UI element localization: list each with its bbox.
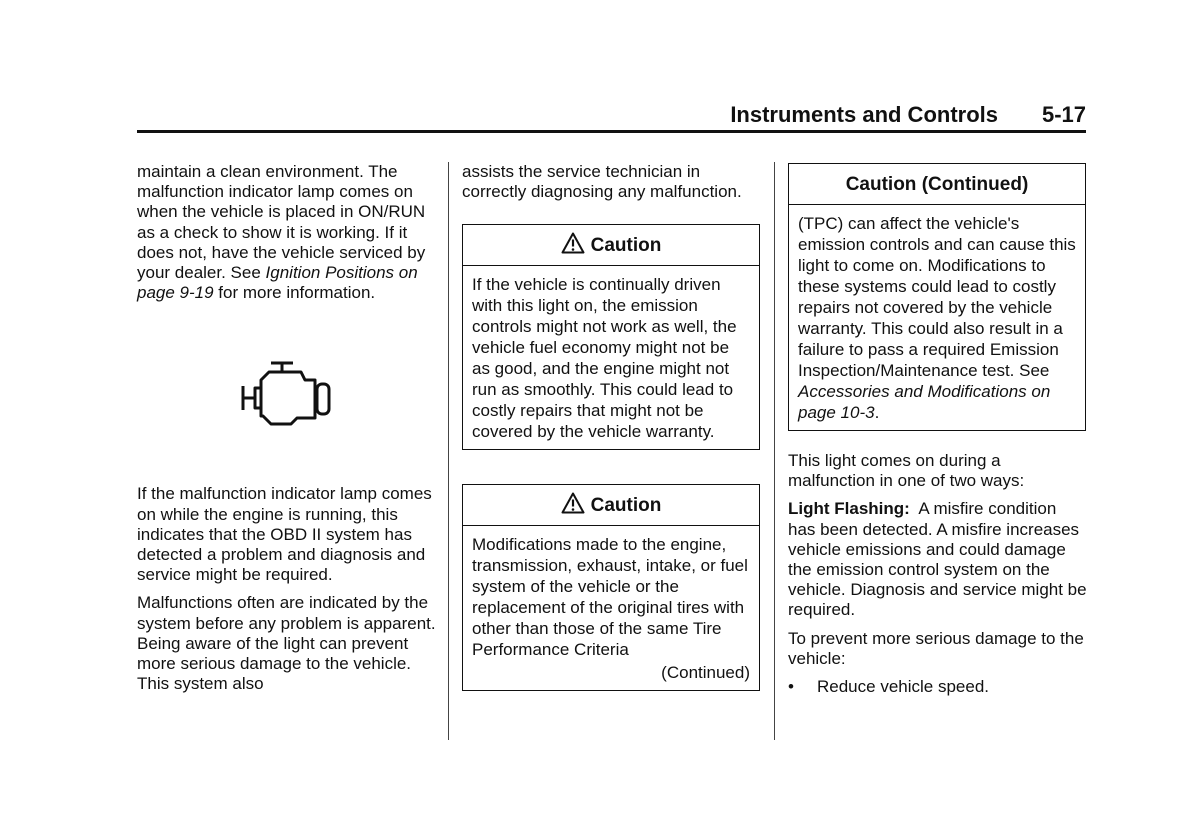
paragraph: To prevent more serious damage to the vehicle:: [788, 628, 1084, 668]
warning-triangle-icon: [561, 232, 585, 254]
caution-header: Caution (Continued): [789, 164, 1085, 205]
caution-text: Modifications made to the engine, transmission, exhaust, intake, or fuel system of the vehicle or the replacement of the original tires with other than those of the same Tire Performance Criteria: [472, 535, 748, 660]
list-item: [788, 677, 1088, 697]
caution-header: [463, 225, 759, 266]
page-number: 5-17: [1041, 102, 1086, 127]
cross-reference: Accessories and Modifications on page 10-3: [798, 382, 1051, 422]
caution-box: [462, 484, 760, 691]
paragraph: If the malfunction indicator lamp comes on while the engine is running, this indicates that the OBD II system has detected a problem and diagnosis and service might be required.: [137, 484, 432, 585]
column-divider: [448, 162, 449, 740]
warning-triangle-icon: [561, 492, 585, 514]
section-title: Instruments and Controls: [730, 102, 998, 127]
caution-text: If the vehicle is continually driven with this light on, the emission controls might not work as well, the vehicle fuel economy might not be as good, and the engine might not run as smoothly. This could lead to costly repairs that might not be covered by the vehicle warranty.: [472, 275, 737, 442]
column-2: [462, 162, 762, 691]
check-engine-icon: [137, 358, 437, 428]
caution-continued-box: [788, 163, 1086, 431]
page-header: [137, 100, 1086, 133]
column-divider: [774, 162, 775, 740]
paragraph: maintain a clean environment. The malfunction indicator lamp comes on when the vehicle is placed in ON/RUN as a check to show it is working. If it does not, have the vehicle serviced by your dealer. See Ignition Positions on page 9-19 for more information.: [137, 162, 426, 303]
caution-header: [463, 485, 759, 526]
column-1: [137, 162, 437, 702]
caution-title: Caution: [590, 495, 662, 517]
paragraph: Malfunctions often are indicated by the system before any problem is apparent. Being aware of the light can prevent more serious damage to the vehicle. This system also: [137, 593, 436, 694]
list-item-text: Reduce vehicle speed.: [817, 677, 990, 697]
continued-label: (Continued): [661, 663, 750, 683]
paragraph: assists the service technician in correctly diagnosing any malfunction.: [462, 162, 742, 202]
bullet-mark: •: [788, 677, 794, 697]
column-3: [788, 163, 1092, 697]
paragraph: This light comes on during a malfunction in one of two ways:: [788, 451, 1025, 491]
caution-title: Caution: [590, 235, 662, 257]
paragraph: Light Flashing: A misfire condition has been detected. A misfire increases vehicle emissions and could damage the emission control system on the vehicle. Diagnosis and service might be required.: [788, 499, 1092, 620]
term-label: Light Flashing:: [788, 499, 910, 519]
cross-reference: Ignition Positions on page 9-19: [137, 263, 418, 303]
caution-text: (TPC) can affect the vehicle's emission controls and can cause this light to come on. Modifications to these systems could lead to costly repairs not covered by the vehicle warranty. This could also result in a failure to pass a required Emission Inspection/Maintenance test. See Accessories and Modifications on page 10-3.: [798, 214, 1076, 422]
caution-box: [462, 224, 760, 450]
